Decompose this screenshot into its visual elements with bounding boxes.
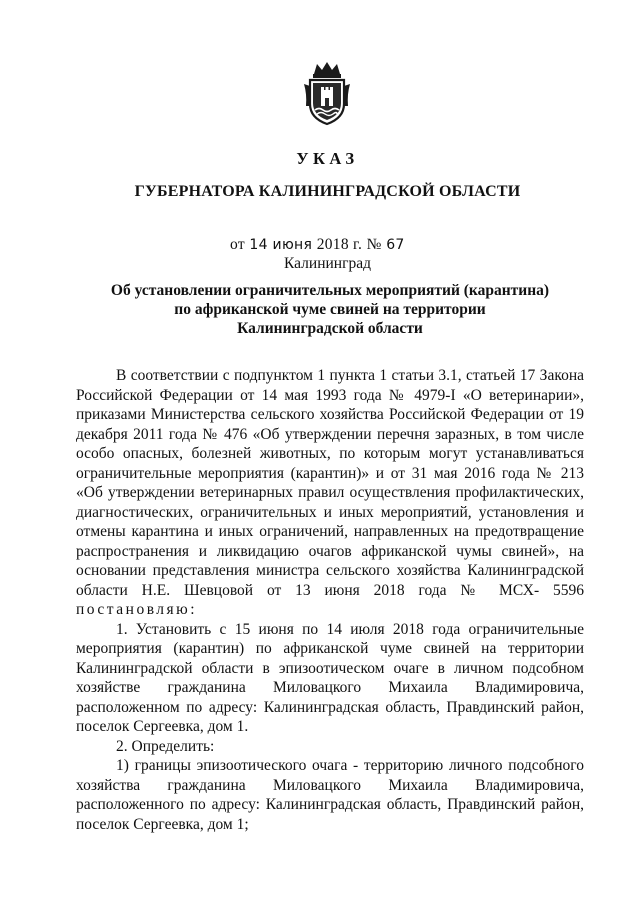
- preamble-text: В соответствии с подпунктом 1 пункта 1 статьи 3.1, статьей 17 Закона Российской Федерации от 14 мая 1993 года № 4979-I «О ветеринарии», приказами Министерства сельского хозяйства Российской Федерации от 19 декабря 2011 года № 476 «Об утверждении перечня заразных, в том числе особо опасных, болезней животных, по которым могут устанавливаться ограничительные мероприятия (карантин)» и от 31 мая 2016 года № 213 «Об утверждении ветеринарных правил осуществления профилактических, диагностических, ограничительных и иных мероприятий, установления и отмены карантина и иных ограничений, направленных на предотвращение распространения и ликвидацию очагов африканской чумы свиней», на основании представления министра сельского хозяйства Калининградской области Н.Е. Шевцовой от 13 июня 2018 года № МСХ- 5596: [76, 367, 584, 599]
- city-name: Калининград: [284, 255, 371, 272]
- decree-word: постановляю:: [76, 601, 198, 618]
- document-title: УКАЗ: [296, 149, 359, 168]
- item-2-1: 1) границы эпизоотического очага - территорию личного подсобного хозяйства гражданина Миловацкого Михаила Владимировича, расположенного по адресу: Калининградская область, Правдинский район, поселок Сергеевка, дом 1;: [76, 757, 584, 833]
- dateline: [230, 236, 405, 254]
- decree-number: 67: [386, 237, 405, 253]
- decree-subject: [100, 281, 560, 338]
- subject-line-1: Об установлении ограничительных мероприятий (карантина): [110, 282, 550, 299]
- coat-of-arms-icon: [302, 60, 352, 126]
- item-2: 2. Определить:: [116, 737, 215, 755]
- number-sign: №: [366, 236, 382, 253]
- date-prefix: от: [230, 236, 245, 253]
- date-day-month: 14 июня: [249, 237, 313, 253]
- preamble-paragraph: [76, 366, 584, 620]
- item-1: 1. Установить с 15 июня по 14 июля 2018 года ограничительные мероприятия (карантин) по африканской чуме свиней на территории Калининградской области в эпизоотическом очаге в личном подсобном хозяйстве гражданина Миловацкого Михаила Владимировича, расположенном по адресу: Калининградская область, Правдинский район, поселок Сергеевка, дом 1.: [76, 620, 584, 735]
- document-subtitle: ГУБЕРНАТОРА КАЛИНИНГРАДСКОЙ ОБЛАСТИ: [134, 183, 521, 200]
- date-year: 2018 г.: [316, 236, 363, 253]
- subject-line-3: Калининградской области: [237, 320, 423, 337]
- decree-body: [76, 366, 584, 834]
- subject-line-2: по африканской чуме свиней на территории: [174, 301, 486, 318]
